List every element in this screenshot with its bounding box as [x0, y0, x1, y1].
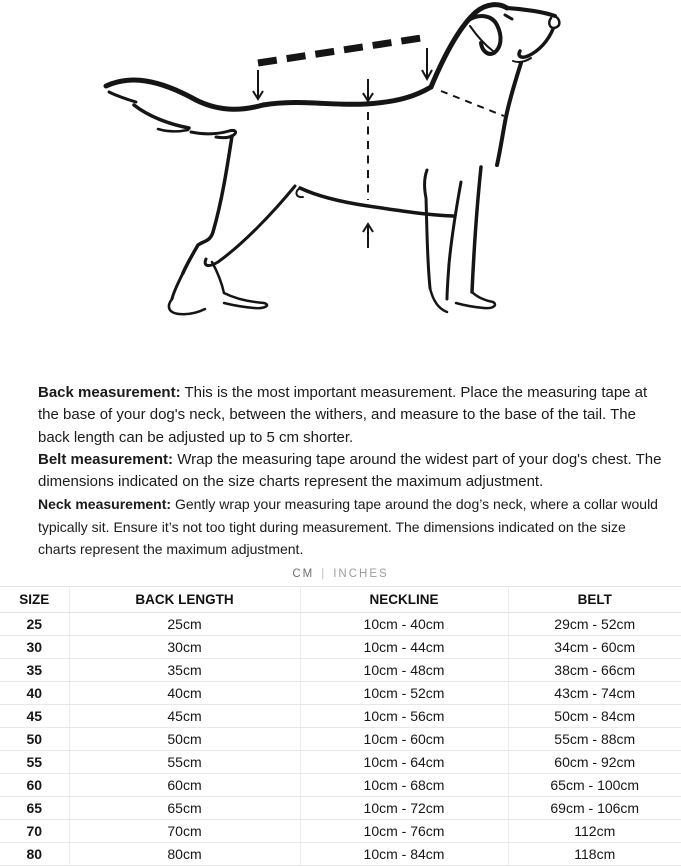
table-row	[0, 820, 681, 843]
size-table	[0, 586, 681, 866]
belt-cell: 34cm - 60cm	[508, 636, 681, 659]
back-length-cell: 60cm	[69, 774, 300, 797]
size-cell: 25	[0, 613, 69, 636]
belt-cell: 43cm - 74cm	[508, 682, 681, 705]
column-header: BELT	[508, 587, 681, 613]
column-header: BACK LENGTH	[69, 587, 300, 613]
back-length-cell: 70cm	[69, 820, 300, 843]
belt-cell: 55cm - 88cm	[508, 728, 681, 751]
table-row	[0, 843, 681, 866]
table-row	[0, 682, 681, 705]
table-row	[0, 751, 681, 774]
size-cell: 70	[0, 820, 69, 843]
table-row	[0, 613, 681, 636]
neckline-cell: 10cm - 60cm	[300, 728, 508, 751]
measurement-marks	[253, 37, 504, 248]
measurement-description: This is the most important measurement. Place the measuring tape at the base of your dog's neck, between the withers, and measure to the base of the tail. The back length can be adjusted up to 5 cm shorter.	[38, 384, 648, 446]
neckline-cell: 10cm - 48cm	[300, 659, 508, 682]
belt-cell: 38cm - 66cm	[508, 659, 681, 682]
measurement-term: Back measurement:	[38, 384, 181, 401]
dog-diagram-svg	[0, 0, 681, 368]
table-row	[0, 659, 681, 682]
unit-separator: |	[321, 568, 327, 581]
belt-cell: 50cm - 84cm	[508, 705, 681, 728]
table-row	[0, 797, 681, 820]
neckline-cell: 10cm - 56cm	[300, 705, 508, 728]
size-cell: 65	[0, 797, 69, 820]
measurement-paragraph	[38, 382, 663, 449]
size-table-header-row	[0, 587, 681, 613]
dog-measurement-diagram	[0, 0, 681, 368]
back-length-cell: 45cm	[69, 705, 300, 728]
table-row	[0, 728, 681, 751]
belt-cell: 118cm	[508, 843, 681, 866]
back-length-cell: 40cm	[69, 682, 300, 705]
column-header: NECKLINE	[300, 587, 508, 613]
back-length-cell: 55cm	[69, 751, 300, 774]
neckline-cell: 10cm - 72cm	[300, 797, 508, 820]
back-length-cell: 25cm	[69, 613, 300, 636]
table-row	[0, 636, 681, 659]
size-table-body	[0, 613, 681, 866]
neckline-cell: 10cm - 44cm	[300, 636, 508, 659]
neck-line	[441, 91, 504, 116]
back-length-cell: 50cm	[69, 728, 300, 751]
size-cell: 45	[0, 705, 69, 728]
back-length-cell: 80cm	[69, 843, 300, 866]
instructions	[0, 368, 681, 560]
belt-cell: 69cm - 106cm	[508, 797, 681, 820]
size-cell: 55	[0, 751, 69, 774]
belt-cell: 60cm - 92cm	[508, 751, 681, 774]
size-cell: 80	[0, 843, 69, 866]
unit-toggle	[0, 568, 681, 580]
measurement-paragraph	[38, 493, 663, 560]
neckline-cell: 10cm - 68cm	[300, 774, 508, 797]
neckline-cell: 10cm - 40cm	[300, 613, 508, 636]
neckline-cell: 10cm - 76cm	[300, 820, 508, 843]
table-row	[0, 705, 681, 728]
measurement-term: Neck measurement:	[38, 496, 172, 513]
withers-arrow-down-icon	[422, 48, 432, 79]
back-length-cell: 35cm	[69, 659, 300, 682]
belt-cell: 29cm - 52cm	[508, 613, 681, 636]
tail-arrow-down-icon	[253, 70, 263, 99]
mid-back-arrow-down-icon	[363, 79, 373, 101]
back-length-cell: 65cm	[69, 797, 300, 820]
size-cell: 30	[0, 636, 69, 659]
measurement-paragraph	[38, 449, 663, 494]
neckline-cell: 10cm - 64cm	[300, 751, 508, 774]
table-row	[0, 774, 681, 797]
neckline-cell: 10cm - 52cm	[300, 682, 508, 705]
size-cell: 60	[0, 774, 69, 797]
size-cell: 40	[0, 682, 69, 705]
measurement-term: Belt measurement:	[38, 450, 174, 468]
unit-inches-button[interactable]: INCHES	[333, 568, 389, 581]
measurement-description: Wrap the measuring tape around the widest part of your dog's chest. The dimensions indicated on the size charts represent the maximum adjustment.	[38, 450, 662, 491]
measurement-description: Gently wrap your measuring tape around the dog’s neck, where a collar would typically sit. Ensure it’s not too tight during measurement. The dimensions indicated on the size charts represent the maximum adjustment.	[38, 496, 658, 558]
column-header: SIZE	[0, 587, 69, 613]
neckline-cell: 10cm - 84cm	[300, 843, 508, 866]
unit-cm-button[interactable]: CM	[292, 568, 315, 581]
belt-cell: 65cm - 100cm	[508, 774, 681, 797]
belly-arrow-up-icon	[363, 224, 373, 248]
belt-cell: 112cm	[508, 820, 681, 843]
size-cell: 35	[0, 659, 69, 682]
back-length-cell: 30cm	[69, 636, 300, 659]
size-cell: 50	[0, 728, 69, 751]
back-length-line	[258, 37, 428, 63]
